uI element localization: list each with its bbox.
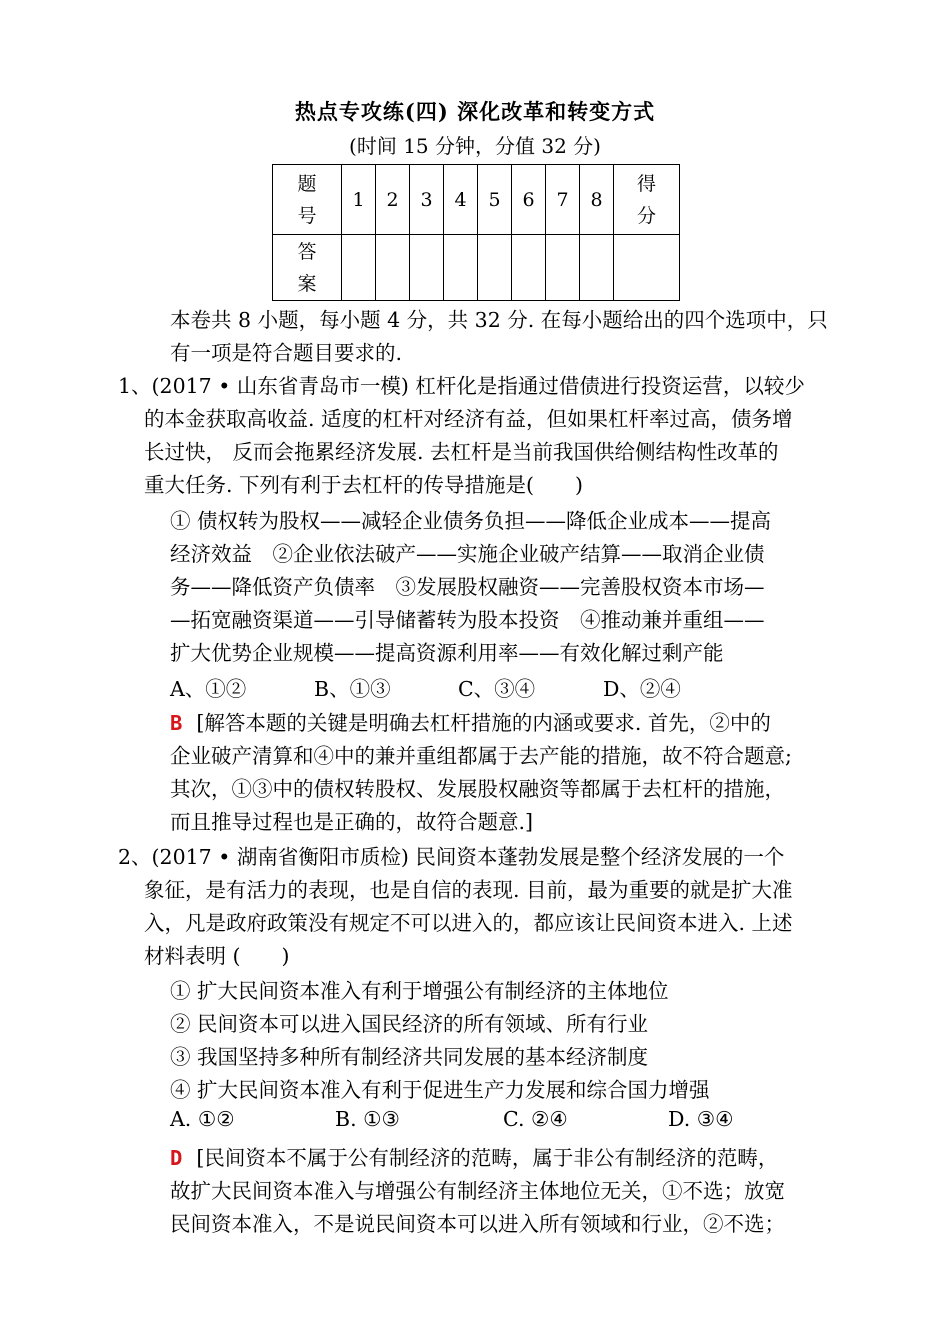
instructions-line: 有一项是符合题目要求的.: [170, 341, 403, 365]
question-number: 7: [546, 165, 580, 235]
score-table-header-row: [273, 165, 680, 235]
page-title: 热点专攻练(四) 深化改革和转变方式: [294, 99, 656, 124]
question-1-item-line: 务——降低资产负债率 ③发展股权融资——完善股权资本市场—: [170, 575, 765, 599]
score-table: [272, 164, 680, 301]
question-2-explanation-line: D [民间资本不属于公有制经济的范畴，属于非公有制经济的范畴，: [170, 1146, 779, 1170]
answer-cell[interactable]: [580, 235, 614, 301]
question-1-stem-line: 的本金获取高收益. 适度的杠杆对经济有益，但如果杠杆率过高，债务增: [144, 407, 793, 431]
question-2-item-line: ③ 我国坚持多种所有制经济共同发展的基本经济制度: [170, 1045, 649, 1069]
question-1-item-line: 经济效益 ②企业依法破产——实施企业破产结算——取消企业债: [170, 542, 765, 566]
question-1-explanation-line: 而且推导过程也是正确的，故符合题意.]: [170, 810, 534, 834]
question-2-stem-line: 材料表明 ( ): [144, 944, 290, 968]
question-1-item-line: 扩大优势企业规模——提高资源利用率——有效化解过剩产能: [170, 641, 724, 665]
question-1-option-d[interactable]: D、②④: [603, 677, 681, 701]
question-1-stem-line: 1、(2017 • 山东省青岛市一模) 杠杆化是指通过借债进行投资运营，以较少: [118, 374, 805, 398]
question-number: 1: [342, 165, 376, 235]
question-2-explanation-line: 民间资本准入，不是说民间资本可以进入所有领域和行业，②不选；: [170, 1212, 785, 1236]
page-subtitle: (时间 15 分钟，分值 32 分): [349, 134, 601, 158]
question-1-stem-line: 重大任务. 下列有利于去杠杆的传导措施是( ): [144, 473, 584, 497]
question-1-option-c[interactable]: C、③④: [458, 677, 536, 701]
question-2-option-a[interactable]: A. ①②: [170, 1107, 235, 1131]
score-cell[interactable]: [614, 235, 680, 301]
question-2-stem-line: 象征，是有活力的表现，也是自信的表现. 目前，最为重要的就是扩大准: [144, 878, 793, 902]
question-1-explanation-line: B [解答本题的关键是明确去杠杆措施的内涵或要求. 首先，②中的: [170, 711, 771, 735]
question-number: 6: [512, 165, 546, 235]
score-label: 得分: [614, 165, 680, 235]
question-1-item-line: ① 债权转为股权——减轻企业债务负担——降低企业成本——提高: [170, 509, 772, 533]
question-1-stem-line: 长过快， 反而会拖累经济发展. 去杠杆是当前我国供给侧结构性改革的: [144, 440, 779, 464]
question-2-option-b[interactable]: B. ①③: [335, 1107, 400, 1131]
answer-label: 答案: [273, 235, 342, 301]
question-2-explanation-line: 故扩大民间资本准入与增强公有制经济主体地位无关，①不选；放宽: [170, 1179, 785, 1203]
question-2-stem-line: 2、(2017 • 湖南省衡阳市质检) 民间资本蓬勃发展是整个经济发展的一个: [118, 845, 785, 869]
question-number: 8: [580, 165, 614, 235]
answer-cell[interactable]: [512, 235, 546, 301]
question-number: 3: [410, 165, 444, 235]
question-1-answer: B: [170, 711, 183, 735]
question-1-item-line: —拓宽融资渠道——引导储蓄转为股本投资 ④推动兼并重组——: [170, 608, 765, 632]
question-1-option-b[interactable]: B、①③: [314, 677, 391, 701]
question-2-item-line: ① 扩大民间资本准入有利于增强公有制经济的主体地位: [170, 979, 669, 1003]
answer-cell[interactable]: [444, 235, 478, 301]
question-number: 4: [444, 165, 478, 235]
question-number-label: 题号: [273, 165, 342, 235]
question-2-option-c[interactable]: C. ②④: [503, 1107, 568, 1131]
question-1-option-a[interactable]: A、①②: [170, 677, 247, 701]
question-number: 2: [376, 165, 410, 235]
answer-cell[interactable]: [376, 235, 410, 301]
answer-cell[interactable]: [342, 235, 376, 301]
question-2-answer: D: [170, 1146, 183, 1170]
question-number: 5: [478, 165, 512, 235]
question-2-stem-line: 入，凡是政府政策没有规定不可以进入的，都应该让民间资本进入. 上述: [144, 911, 793, 935]
question-2-item-line: ② 民间资本可以进入国民经济的所有领域、所有行业: [170, 1012, 649, 1036]
question-2-option-d[interactable]: D. ③④: [668, 1107, 734, 1131]
question-1-explanation-line: 企业破产清算和④中的兼并重组都属于去产能的措施，故不符合题意;: [170, 744, 792, 768]
answer-cell[interactable]: [410, 235, 444, 301]
score-table-answer-row: [273, 235, 680, 301]
instructions-line: 本卷共 8 小题，每小题 4 分，共 32 分. 在每小题给出的四个选项中，只: [170, 308, 828, 332]
answer-cell[interactable]: [546, 235, 580, 301]
question-1-explanation-line: 其次，①③中的债权转股权、发展股权融资等都属于去杠杆的措施，: [170, 777, 785, 801]
question-2-item-line: ④ 扩大民间资本准入有利于促进生产力发展和综合国力增强: [170, 1078, 710, 1102]
answer-cell[interactable]: [478, 235, 512, 301]
